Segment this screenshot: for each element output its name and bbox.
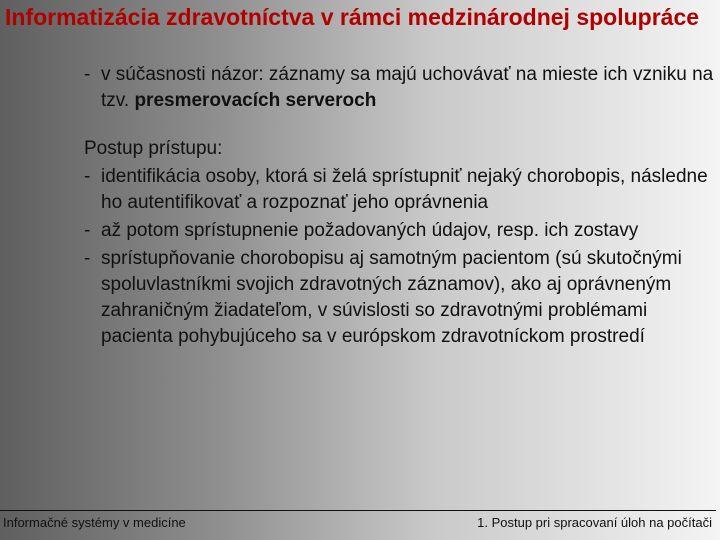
list-item-text: sprístupňovanie chorobopisu aj samotným pacientom (sú skutočnými spoluvlastníkmi svojich zdravotných záznamov), ako aj oprávneným zahraničným žiadateľom, v súvislosti so zdravotnými problémami pacienta pohybujúceho sa v európskom zdravotníckom prostredí [101,248,682,347]
list-item [84,164,714,216]
intro-bullet [84,62,714,114]
intro-text: v súčasnosti názor: záznamy sa majú uchovávať na mieste ich vzniku na tzv. [101,64,714,111]
bullet-dash: - [84,166,91,187]
list-item [84,218,714,244]
bullet-dash: - [84,248,91,269]
bullet-dash: - [84,220,91,241]
footer-course-name: Informačné systémy v medicíne [3,515,186,530]
section-heading: Postup prístupu: [84,138,223,159]
footer-divider [0,510,716,511]
access-procedure-section [84,136,714,350]
list-item-text: až potom sprístupnenie požadovaných údajov, resp. ich zostavy [101,220,639,241]
bullet-dash: - [84,64,91,85]
footer-chapter-name: 1. Postup pri spracovaní úloh na počítači [477,515,712,530]
slide-title: Informatizácia zdravotníctva v rámci medzinárodnej spolupráce [5,4,700,30]
list-item-text: identifikácia osoby, ktorá si želá sprístupniť nejaký chorobopis, následne ho autentifikovať a rozpoznať jeho oprávnenia [101,166,708,213]
list-item [84,246,714,350]
intro-bold-term: presmerovacích serveroch [134,90,377,111]
intro-block [84,62,714,114]
